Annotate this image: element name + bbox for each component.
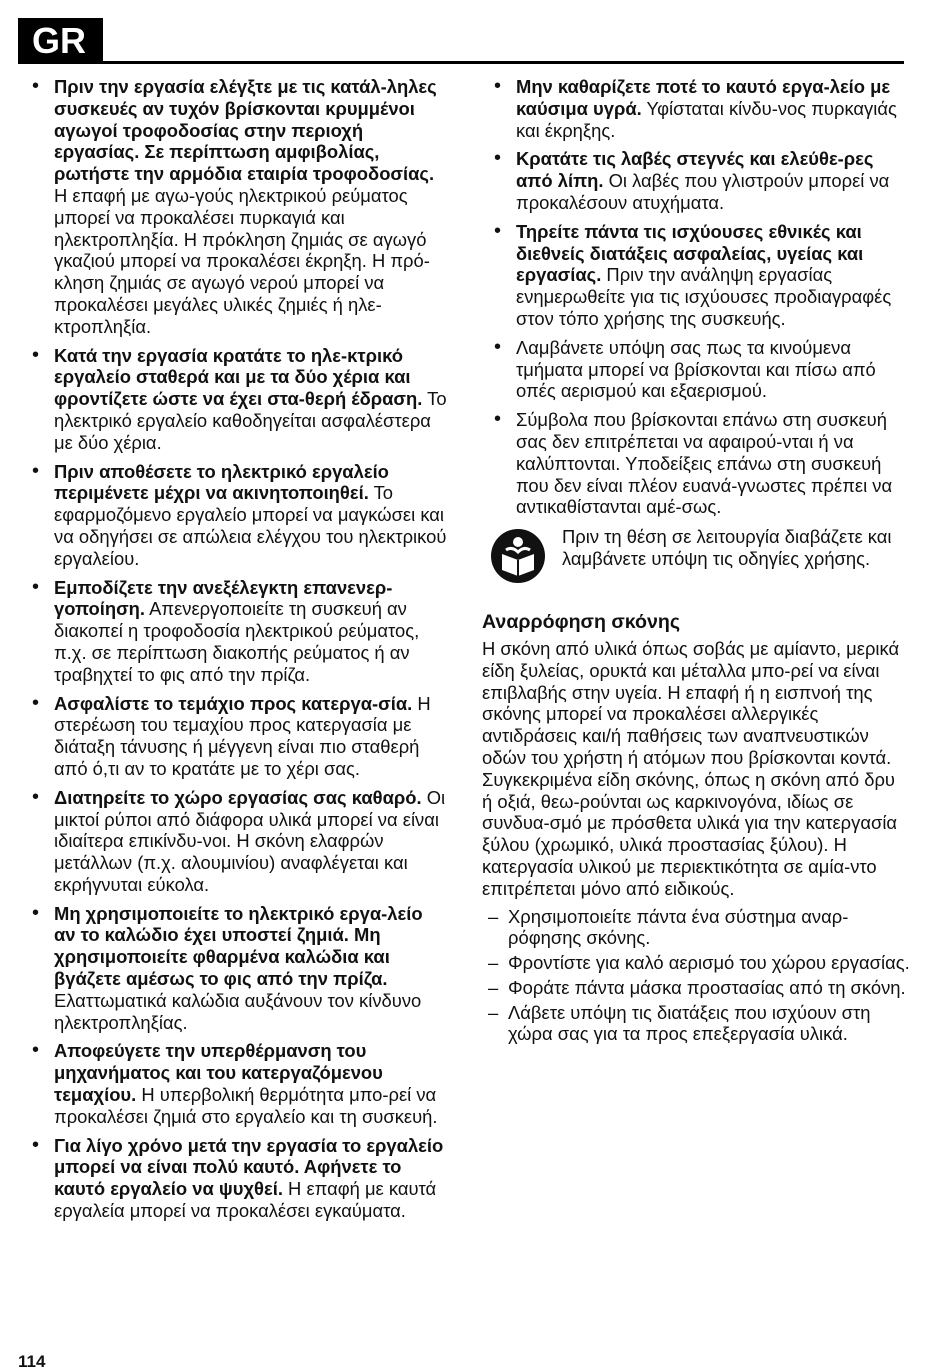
item-bold: Για λίγο χρόνο μετά την εργασία το εργαλείο μπορεί να είναι πολύ καυτό. Αφήνετε το καυτό εργαλείο να ψυχθεί.	[54, 1134, 444, 1200]
item-text: Η επαφή με αγω-γούς ηλεκτρικού ρεύματος μπορεί να προκαλέσει πυρκαγιά και ηλεκτροπληξία. Η πρόκληση ζημιάς σε αγωγό γκαζιού μπορεί να προκαλέσει έκρηξη. Η πρό-κληση ζημιάς σε αγωγό νερού μπορεί να προκαλέσει μεγάλες υλικές ζημιές ή ηλε-κτροπληξία.	[54, 184, 430, 337]
list-item	[28, 903, 448, 1034]
safety-list-right	[490, 76, 910, 518]
list-item: – Φροντίστε για καλό αερισμό του χώρου εργασίας.	[482, 952, 910, 974]
list-item	[490, 76, 910, 141]
list-item	[490, 337, 910, 402]
item-bold: Τηρείτε πάντα τις ισχύουσες εθνικές και διεθνείς διατάξεις ασφαλείας, υγείας και εργασίας.	[516, 220, 864, 286]
list-item	[28, 693, 448, 780]
list-item	[28, 577, 448, 686]
dust-extraction-heading: Αναρρόφηση σκόνης	[482, 611, 681, 634]
list-item: – Φοράτε πάντα μάσκα προστασίας από τη σκόνη.	[482, 977, 910, 999]
item-text: Ελαττωματικά καλώδια αυξάνουν τον κίνδυνο ηλεκτροπληξίας.	[54, 989, 422, 1033]
list-item	[28, 787, 448, 896]
item-bold: Κρατάτε τις λαβές στεγνές και ελεύθε-ρες από λίπη.	[516, 148, 874, 192]
left-column	[28, 76, 448, 1229]
item-bold: Μη χρησιμοποιείτε το ηλεκτρικό εργα-λείο αν το καλώδιο έχει υποστεί ζημιά. Μη χρησιμοποιείτε φθαρμένα καλώδια και βγάζετε αμέσως το φις από την πρίζα.	[54, 902, 423, 990]
list-item	[28, 1135, 448, 1222]
list-item	[28, 345, 448, 454]
item-text: Λαμβάνετε υπόψη σας πως τα κινούμενα τμήματα μπορεί να βρίσκονται και πίσω από οπές αερισμού και εξαερισμού.	[516, 336, 876, 402]
item-bold: Πριν αποθέσετε το ηλεκτρικό εργαλείο περιμένετε μέχρι να ακινητοποιηθεί.	[54, 460, 389, 504]
item-bold: Ασφαλίστε το τεμάχιο προς κατεργα-σία.	[54, 692, 413, 714]
item-bold: Μην καθαρίζετε ποτέ το καυτό εργα-λείο με καύσιμα υγρά.	[516, 76, 891, 119]
dust-extraction-body	[482, 638, 910, 1045]
read-manual-icon	[490, 528, 546, 584]
item-text: Η στερέωση του τεμαχίου προς κατεργασία με διάταξη τάνυσης ή μέγγενη είναι πιο σταθερή από ό,τι αν το κρατάτε με το χέρι σας.	[54, 692, 431, 779]
item-text: Το ηλεκτρικό εργαλείο καθοδηγείται ασφαλέστερα με δύο χέρια.	[54, 388, 447, 453]
item-bold: Κατά την εργασία κρατάτε το ηλε-κτρικό εργαλείο σταθερά και με τα δύο χέρια και φροντίζετε ώστε να έχει στα-θερή έδραση.	[54, 344, 423, 410]
item-bold: Διατηρείτε το χώρο εργασίας σας καθαρό.	[54, 786, 422, 808]
list-item	[490, 148, 910, 213]
header-rule	[18, 61, 904, 64]
list-item	[28, 76, 448, 338]
manual-note-text: Πριν τη θέση σε λειτουργία διαβάζετε και λαμβάνετε υπόψη τις οδηγίες χρήσης.	[562, 526, 892, 569]
item-text: Οι λαβές που γλιστρούν μπορεί να προκαλέσουν ατυχήματα.	[516, 170, 890, 213]
page-number: 114	[18, 1352, 46, 1371]
list-item	[490, 221, 910, 330]
manual-note	[490, 526, 910, 596]
list-item	[490, 409, 910, 518]
item-text: Υφίσταται κίνδυ-νος πυρκαγιάς και έκρηξης.	[516, 97, 897, 141]
dust-extraction-paragraph: Η σκόνη από υλικά όπως σοβάς με αμίαντο, μερικά είδη ξυλείας, ορυκτά και μέταλλα μπο-ρεί να είναι επιβλαβής στην υγεία. Η επαφή ή η εισπνοή της σκόνης μπορεί να προκαλέσει αλλεργικές αντιδράσεις και/ή παθήσεις των αναπνευστικών οδών του χρήστη ή ατόμων που βρίσκονται κοντά. Συγκεκριμένα είδη σκόνης, όπως η σκόνη από δρυ ή οξιά, θεω-ρούνται ως καρκινογόνα, ιδίως σε συνδυα-σμό με πρόσθετα υλικά για την κατεργασία ξύλου (χρωμικό, υλικά προστασίας ξύλου). Η κατεργασία υλικού με περιεκτικότητα σε αμία-ντο επιτρέπεται μόνο από ειδικούς.	[482, 637, 900, 899]
safety-list-left	[28, 76, 448, 1222]
list-item: – Λάβετε υπόψη τις διατάξεις που ισχύουν στη χώρα σας για τα προς επεξεργασία υλικά.	[482, 1002, 910, 1046]
item-text: Το εφαρμοζόμενο εργαλείο μπορεί να μαγκώσει και να οδηγήσει σε απώλεια ελέγχου του ηλεκτρικού εργαλείου.	[54, 482, 447, 569]
list-item	[28, 461, 448, 570]
item-bold: Πριν την εργασία ελέγξτε με τις κατάλ-ληλες συσκευές αν τυχόν βρίσκονται κρυμμένοι αγωγοί τροφοδοσίας στην περιοχή εργασίας. Σε περίπτωση αμφιβολίας, ρωτήστε την αρμόδια εταιρία τροφοδοσίας.	[54, 76, 437, 185]
item-bold: Εμποδίζετε την ανεξέλεγκτη επανενερ-γοποίηση.	[54, 576, 393, 620]
dust-measures-list	[482, 906, 910, 1046]
item-text: Απενεργοποιείτε τη συσκευή αν διακοπεί η τροφοδοσία ηλεκτρικού ρεύματος, π.χ. σε περίπτωση διακοπής ρεύματος ή αν τραβηχτεί το φις από την πρίζα.	[54, 598, 420, 685]
list-item: – Χρησιμοποιείτε πάντα ένα σύστημα αναρ-ρόφησης σκόνης.	[482, 906, 910, 950]
item-bold: Αποφεύγετε την υπερθέρμανση του μηχανήματος και του κατεργαζόμενου τεμαχίου.	[54, 1040, 383, 1106]
list-item	[28, 1040, 448, 1127]
item-text: Σύμβολα που βρίσκονται επάνω στη συσκευή σας δεν επιτρέπεται να αφαιρού-νται ή να καλύπτονται. Υποδείξεις επάνω στη συσκευή που δεν είναι πλέον ευανά-γνωστες πρέπει να αντικαθίστανται αμέ-σως.	[516, 409, 893, 518]
item-text: Πριν την ανάληψη εργασίας ενημερωθείτε για τις ισχύουσες προδιαγραφές στον τόπο χρήσης της συσκευής.	[516, 264, 892, 329]
language-badge: GR	[18, 18, 103, 64]
item-text: Οι μικτοί ρύποι από διάφορα υλικά μπορεί να είναι ιδιαίτερα επικίνδυ-νοι. Η σκόνη ελαφρών μετάλλων (π.χ. αλουμινίου) αναφλέγεται και εκρήγνυται εύκολα.	[54, 786, 446, 895]
right-column	[482, 76, 910, 1048]
item-text: Η υπερβολική θερμότητα μπο-ρεί να προκαλέσει ζημιά στο εργαλείο και τη συσκευή.	[54, 1084, 438, 1127]
item-text: Η επαφή με καυτά εργαλεία μπορεί να προκαλέσει εγκαύματα.	[54, 1178, 437, 1222]
